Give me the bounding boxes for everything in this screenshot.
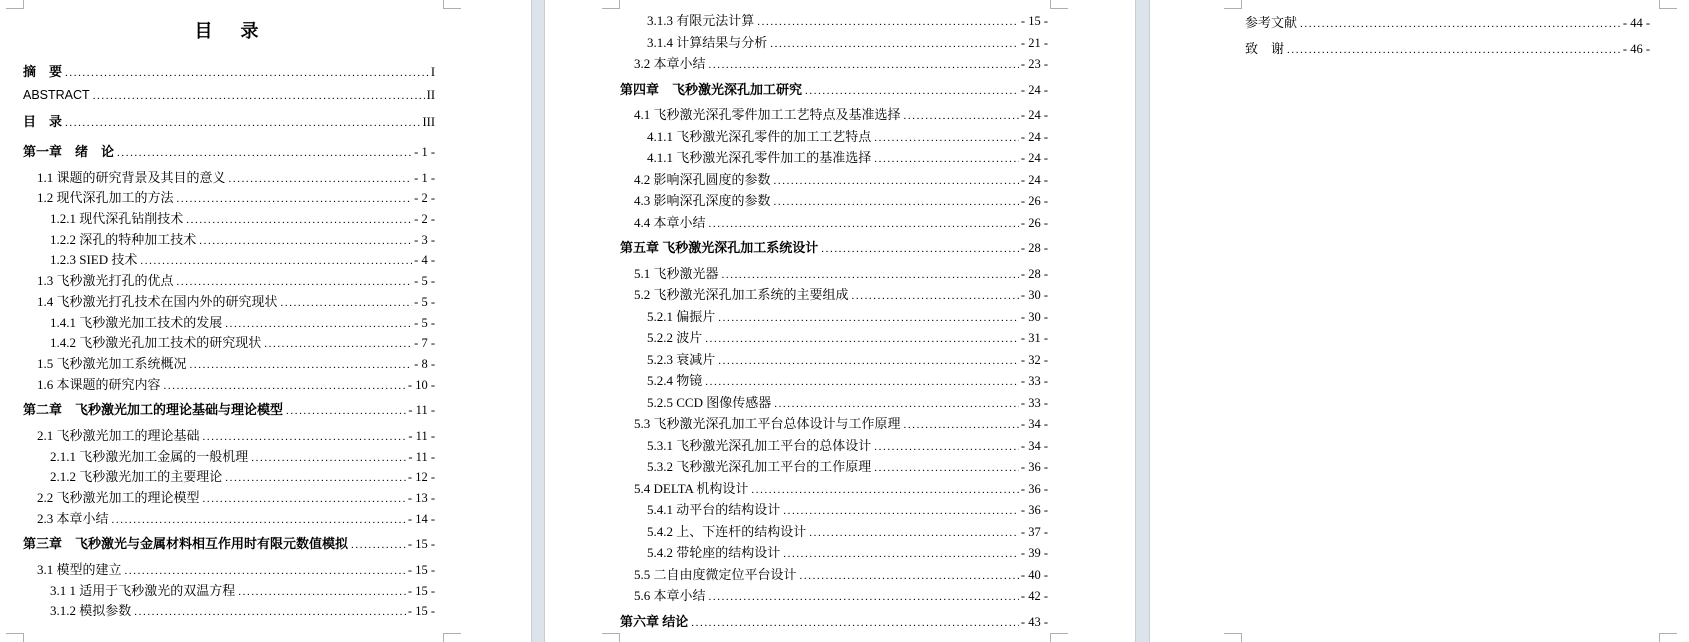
- toc-page-number: - 15 -: [1020, 14, 1048, 28]
- toc-leader-dots: [718, 308, 1019, 326]
- toc-entry[interactable]: [23, 580, 435, 601]
- toc-entry[interactable]: [620, 521, 1048, 543]
- toc-leader-dots: [774, 394, 1019, 412]
- toc-page-number: - 43 -: [1020, 614, 1048, 629]
- toc-page-number: II: [426, 88, 435, 102]
- toc-entry-text: 5.4.2 带轮座的结构设计: [647, 545, 781, 560]
- toc-entry[interactable]: [620, 284, 1048, 306]
- toc-entry[interactable]: [23, 111, 435, 136]
- toc-entry-text: 第五章 飞秒激光深孔加工系统设计: [620, 240, 819, 255]
- toc-leader-dots: [705, 329, 1019, 347]
- toc-entry-text: 4.3 影响深孔深度的参数: [634, 193, 771, 208]
- toc-entry[interactable]: [23, 559, 435, 580]
- toc-entry-text: 1.4.2 飞秒激光孔加工技术的研究现状: [50, 335, 262, 351]
- toc-entry[interactable]: [23, 508, 435, 529]
- toc-page-number: - 8 -: [414, 356, 435, 371]
- toc-entry[interactable]: [1245, 12, 1650, 38]
- toc-entry[interactable]: [620, 104, 1048, 126]
- toc-page-number: - 11 -: [408, 428, 435, 443]
- toc-entry[interactable]: [620, 126, 1048, 148]
- toc-leader-dots: [874, 149, 1019, 167]
- toc-page-number: - 2 -: [414, 191, 435, 206]
- toc-entry-text: 5.4.2 上、下连杆的结构设计: [647, 523, 807, 539]
- toc-entry-text: 2.2 飞秒激光加工的理论模型: [37, 490, 200, 505]
- toc-page-number: - 28 -: [1020, 241, 1048, 255]
- margin-crop-mark: [1050, 0, 1068, 9]
- toc-entry-text: 1.4 飞秒激光打孔技术在国内外的研究现状: [37, 293, 278, 309]
- toc-page-number: - 24 -: [1020, 108, 1048, 122]
- toc-entry[interactable]: [23, 167, 435, 188]
- toc-entry-text: 1.6 本课题的研究内容: [37, 376, 161, 392]
- margin-crop-mark: [1224, 633, 1242, 642]
- toc-page-number: - 42 -: [1020, 589, 1048, 603]
- toc-page-number: - 15 -: [407, 583, 435, 598]
- toc-page-number: - 24 -: [1020, 129, 1048, 144]
- toc-leader-dots: [264, 334, 412, 352]
- toc-entry-text: 1.2.3 SIED 技术: [50, 252, 138, 268]
- toc-leader-dots: [1300, 14, 1621, 32]
- toc-entry[interactable]: [23, 86, 435, 111]
- toc-entry-text: 参考文献: [1245, 15, 1298, 30]
- toc-entry[interactable]: [23, 533, 435, 554]
- toc-entry[interactable]: [23, 487, 435, 508]
- toc-entry[interactable]: [620, 32, 1048, 54]
- toc-entry[interactable]: [23, 353, 435, 374]
- toc-page-number: - 5 -: [414, 274, 435, 289]
- toc-leader-dots: [718, 351, 1019, 369]
- toc-entry-text: 5.4 DELTA 机构设计: [634, 480, 749, 496]
- toc-leader-dots: [783, 544, 1019, 562]
- toc-entry[interactable]: [620, 10, 1048, 32]
- toc-entries: [620, 10, 1048, 632]
- toc-entry-text: 2.1.1 飞秒激光加工金属的一般机理: [50, 448, 249, 464]
- margin-crop-mark: [602, 633, 620, 642]
- toc-leader-dots: [874, 458, 1019, 476]
- toc-page-number: - 39 -: [1020, 546, 1048, 560]
- toc-entry[interactable]: [1245, 38, 1650, 64]
- toc-page-number: I: [430, 65, 435, 79]
- toc-entry[interactable]: [620, 392, 1048, 414]
- toc-entry-text: 第四章 飞秒激光深孔加工研究: [620, 81, 803, 97]
- toc-leader-dots: [770, 34, 1019, 52]
- toc-entry-text: 1.1 课题的研究背景及其目的意义: [37, 169, 226, 185]
- toc-entry[interactable]: [620, 190, 1048, 212]
- toc-page-number: - 3 -: [414, 232, 435, 247]
- toc-entry-text: 摘 要: [23, 64, 63, 79]
- toc-page-number: - 46 -: [1622, 42, 1650, 56]
- toc-entry[interactable]: [23, 466, 435, 487]
- toc-entry-text: 3.1 模型的建立: [37, 562, 122, 578]
- toc-leader-dots: [757, 12, 1019, 30]
- toc-entry[interactable]: [620, 435, 1048, 457]
- margin-crop-mark: [6, 0, 24, 9]
- toc-page-number: - 33 -: [1020, 395, 1048, 410]
- toc-page-number: - 24 -: [1020, 172, 1048, 187]
- toc-page-number: - 1 -: [414, 170, 435, 185]
- toc-entry[interactable]: [620, 263, 1048, 285]
- margin-crop-mark: [1224, 0, 1242, 9]
- toc-entries: [1245, 12, 1650, 64]
- toc-entry-text: ABSTRACT: [23, 88, 90, 102]
- margin-crop-mark: [602, 0, 620, 9]
- toc-page-number: - 11 -: [408, 403, 435, 418]
- toc-leader-dots: [93, 86, 425, 104]
- toc-page-number: - 14 -: [407, 511, 435, 526]
- toc-leader-dots: [783, 501, 1019, 519]
- toc-page-number: - 34 -: [1020, 417, 1048, 431]
- toc-page-number: - 5 -: [414, 315, 435, 330]
- toc-leader-dots: [709, 214, 1019, 232]
- toc-leader-dots: [774, 171, 1019, 189]
- toc-entry[interactable]: [23, 425, 435, 446]
- toc-entry-text: 4.1 飞秒激光深孔零件加工工艺特点及基准选择: [634, 107, 901, 122]
- toc-entry[interactable]: [620, 478, 1048, 500]
- toc-entry[interactable]: [23, 291, 435, 312]
- toc-entry[interactable]: [620, 169, 1048, 191]
- toc-entry[interactable]: [620, 611, 1048, 633]
- toc-leader-dots: [351, 535, 406, 553]
- toc-entry-text: 4.1.1 飞秒激光深孔零件的加工工艺特点: [647, 128, 872, 144]
- toc-column-2: [620, 10, 1048, 636]
- toc-page-number: - 36 -: [1020, 460, 1048, 474]
- toc-title[interactable]: 目 录: [194, 21, 264, 41]
- toc-leader-dots: [821, 239, 1019, 257]
- toc-entry-text: 5.3.1 飞秒激光深孔加工平台的总体设计: [647, 437, 872, 453]
- toc-entry[interactable]: [23, 446, 435, 467]
- toc-page-number: - 44 -: [1622, 16, 1650, 30]
- margin-crop-mark: [1659, 0, 1677, 9]
- toc-entry-text: 5.3 飞秒激光深孔加工平台总体设计与工作原理: [634, 416, 901, 431]
- toc-leader-dots: [125, 561, 406, 579]
- toc-page-number: - 15 -: [407, 537, 435, 552]
- toc-leader-dots: [800, 566, 1019, 584]
- toc-page-number: - 33 -: [1020, 374, 1048, 388]
- toc-leader-dots: [722, 265, 1019, 283]
- toc-entry-text: 1.2 现代深孔加工的方法: [37, 190, 174, 206]
- toc-page-number: - 30 -: [1020, 309, 1048, 324]
- toc-entry-text: 5.2.2 波片: [647, 330, 703, 345]
- toc-entry-text: 3.1.4 计算结果与分析: [647, 34, 768, 50]
- toc-leader-dots: [112, 510, 406, 528]
- toc-entry-text: 2.1 飞秒激光加工的理论基础: [37, 427, 200, 443]
- toc-entry[interactable]: [620, 212, 1048, 234]
- toc-leader-dots: [805, 81, 1019, 99]
- toc-page-number: - 40 -: [1020, 567, 1048, 582]
- toc-entry-text: 5.4.1 动平台的结构设计: [647, 502, 781, 517]
- toc-entry[interactable]: [23, 270, 435, 291]
- toc-entry[interactable]: [23, 187, 435, 208]
- toc-leader-dots: [705, 372, 1019, 390]
- margin-crop-mark: [6, 633, 24, 642]
- toc-leader-dots: [709, 55, 1019, 73]
- toc-entry-text: 5.2.1 偏振片: [647, 308, 716, 324]
- toc-leader-dots: [1287, 40, 1621, 58]
- toc-leader-dots: [774, 192, 1019, 210]
- toc-entries: [23, 61, 435, 621]
- toc-entry-text: 2.3 本章小结: [37, 510, 109, 526]
- toc-leader-dots: [203, 489, 406, 507]
- toc-leader-dots: [186, 210, 412, 228]
- toc-page-number: - 36 -: [1020, 503, 1048, 517]
- toc-leader-dots: [286, 401, 406, 419]
- toc-entry-text: 1.3 飞秒激光打孔的优点: [37, 273, 174, 289]
- toc-page-number: - 36 -: [1020, 481, 1048, 496]
- toc-page-number: - 7 -: [414, 336, 435, 351]
- toc-leader-dots: [117, 143, 412, 161]
- toc-page-number: - 10 -: [407, 377, 435, 392]
- toc-leader-dots: [199, 231, 412, 249]
- toc-page-number: - 21 -: [1020, 35, 1048, 50]
- toc-entry[interactable]: [23, 600, 435, 621]
- toc-entry-text: 2.1.2 飞秒激光加工的主要理论: [50, 469, 223, 485]
- toc-leader-dots: [134, 602, 406, 620]
- toc-entry[interactable]: [23, 374, 435, 395]
- page-3[interactable]: [1150, 0, 1689, 642]
- toc-entry-text: 5.6 本章小结: [634, 588, 706, 603]
- toc-column-1: [23, 0, 435, 621]
- toc-page-number: - 24 -: [1020, 151, 1048, 165]
- toc-entry-text: 4.4 本章小结: [634, 214, 706, 230]
- toc-entry-text: 第六章 结论: [620, 613, 689, 629]
- toc-page-number: - 2 -: [414, 212, 435, 227]
- toc-leader-dots: [229, 169, 413, 187]
- toc-entry[interactable]: [23, 61, 435, 86]
- toc-page-number: III: [422, 115, 435, 129]
- toc-page-number: - 32 -: [1020, 352, 1048, 367]
- toc-entry-text: 5.5 二自由度微定位平台设计: [634, 566, 797, 582]
- toc-entry-text: 1.4.1 飞秒激光加工技术的发展: [50, 314, 223, 330]
- toc-leader-dots: [874, 128, 1019, 146]
- toc-entry-text: 5.2.5 CCD 图像传感器: [647, 394, 772, 410]
- toc-entry-text: 3.2 本章小结: [634, 56, 706, 71]
- margin-crop-mark: [1050, 633, 1068, 642]
- toc-leader-dots: [225, 314, 412, 332]
- toc-entry-text: 4.1.1 飞秒激光深孔零件加工的基准选择: [647, 150, 872, 165]
- toc-leader-dots: [65, 63, 429, 81]
- toc-entry[interactable]: [23, 141, 435, 162]
- toc-entry-text: 5.2.3 衰减片: [647, 351, 716, 367]
- toc-page-number: - 28 -: [1020, 266, 1048, 281]
- toc-entry[interactable]: [23, 332, 435, 353]
- toc-leader-dots: [140, 251, 412, 269]
- toc-leader-dots: [904, 106, 1019, 124]
- page-gap: [531, 0, 545, 642]
- toc-entry[interactable]: [23, 249, 435, 270]
- toc-entry[interactable]: [620, 370, 1048, 392]
- toc-page-number: - 15 -: [407, 604, 435, 619]
- toc-entry-text: 1.2.2 深孔的特种加工技术: [50, 231, 197, 247]
- toc-entry-text: 第二章 飞秒激光加工的理论基础与理论模型: [23, 402, 284, 418]
- toc-entry[interactable]: [23, 229, 435, 250]
- toc-page-number: - 13 -: [407, 491, 435, 505]
- toc-leader-dots: [177, 272, 413, 290]
- toc-page-number: - 26 -: [1020, 194, 1048, 208]
- toc-entry-text: 4.2 影响深孔圆度的参数: [634, 171, 771, 187]
- toc-page-number: - 26 -: [1020, 215, 1048, 230]
- toc-leader-dots: [65, 113, 420, 131]
- toc-entry-text: 第三章 飞秒激光与金属材料相互作用时有限元数值模拟: [23, 536, 349, 552]
- toc-entry[interactable]: [620, 542, 1048, 564]
- toc-entry-text: 5.1 飞秒激光器: [634, 265, 719, 281]
- toc-entry[interactable]: [620, 456, 1048, 478]
- toc-page-number: - 34 -: [1020, 438, 1048, 453]
- toc-leader-dots: [281, 293, 413, 311]
- toc-entry-text: 目 录: [23, 114, 63, 129]
- toc-leader-dots: [809, 523, 1019, 541]
- toc-leader-dots: [203, 427, 407, 445]
- toc-page-number: - 15 -: [407, 563, 435, 578]
- page-gap: [1135, 0, 1150, 642]
- toc-leader-dots: [852, 286, 1019, 304]
- toc-page-number: - 1 -: [414, 145, 435, 159]
- toc-page-number: - 24 -: [1020, 82, 1048, 97]
- toc-page-number: - 31 -: [1020, 331, 1048, 345]
- toc-entry-text: 5.3.2 飞秒激光深孔加工平台的工作原理: [647, 459, 872, 474]
- toc-entry[interactable]: [23, 208, 435, 229]
- toc-page-number: - 30 -: [1020, 288, 1048, 302]
- toc-leader-dots: [238, 582, 406, 600]
- toc-leader-dots: [709, 587, 1019, 605]
- toc-column-3: [1245, 12, 1650, 64]
- toc-entry[interactable]: [620, 413, 1048, 435]
- toc-entry[interactable]: [23, 399, 435, 420]
- toc-entry-text: 3.1.3 有限元法计算: [647, 13, 755, 28]
- toc-entry[interactable]: [620, 349, 1048, 371]
- toc-leader-dots: [874, 437, 1019, 455]
- toc-page-number: - 11 -: [408, 449, 435, 464]
- toc-page-number: - 12 -: [407, 470, 435, 485]
- margin-crop-mark: [1659, 633, 1677, 642]
- toc-page-number: - 4 -: [414, 253, 435, 268]
- toc-entry-text: 1.2.1 现代深孔钻削技术: [50, 211, 184, 227]
- toc-page-number: - 37 -: [1020, 524, 1048, 539]
- toc-page-number: - 5 -: [414, 294, 435, 309]
- toc-entry[interactable]: [620, 237, 1048, 259]
- toc-entry-text: 致 谢: [1245, 41, 1285, 56]
- toc-leader-dots: [251, 448, 406, 466]
- toc-entry[interactable]: [620, 327, 1048, 349]
- toc-page-number: - 23 -: [1020, 57, 1048, 71]
- toc-entry[interactable]: [620, 306, 1048, 328]
- toc-entry-text: 3.1 1 适用于飞秒激光的双温方程: [50, 582, 236, 598]
- toc-entry[interactable]: [620, 564, 1048, 586]
- toc-leader-dots: [225, 468, 406, 486]
- toc-entry-text: 5.2 飞秒激光深孔加工系统的主要组成: [634, 287, 849, 302]
- toc-leader-dots: [691, 613, 1019, 631]
- toc-entry[interactable]: [620, 79, 1048, 101]
- toc-entry-text: 3.1.2 模拟参数: [50, 603, 132, 619]
- toc-entry-text: 1.5 飞秒激光加工系统概况: [37, 355, 187, 371]
- toc-leader-dots: [164, 376, 406, 394]
- toc-entry[interactable]: [23, 312, 435, 333]
- toc-entry[interactable]: [620, 147, 1048, 169]
- toc-entry-text: 5.2.4 物镜: [647, 373, 703, 388]
- toc-entry[interactable]: [620, 53, 1048, 75]
- toc-leader-dots: [177, 189, 413, 207]
- toc-entry[interactable]: [620, 585, 1048, 607]
- toc-leader-dots: [904, 415, 1019, 433]
- margin-crop-mark: [443, 633, 461, 642]
- toc-leader-dots: [190, 355, 413, 373]
- toc-entry-text: 第一章 绪 论: [23, 144, 115, 159]
- toc-entry[interactable]: [620, 499, 1048, 521]
- toc-leader-dots: [751, 480, 1019, 498]
- margin-crop-mark: [443, 0, 461, 9]
